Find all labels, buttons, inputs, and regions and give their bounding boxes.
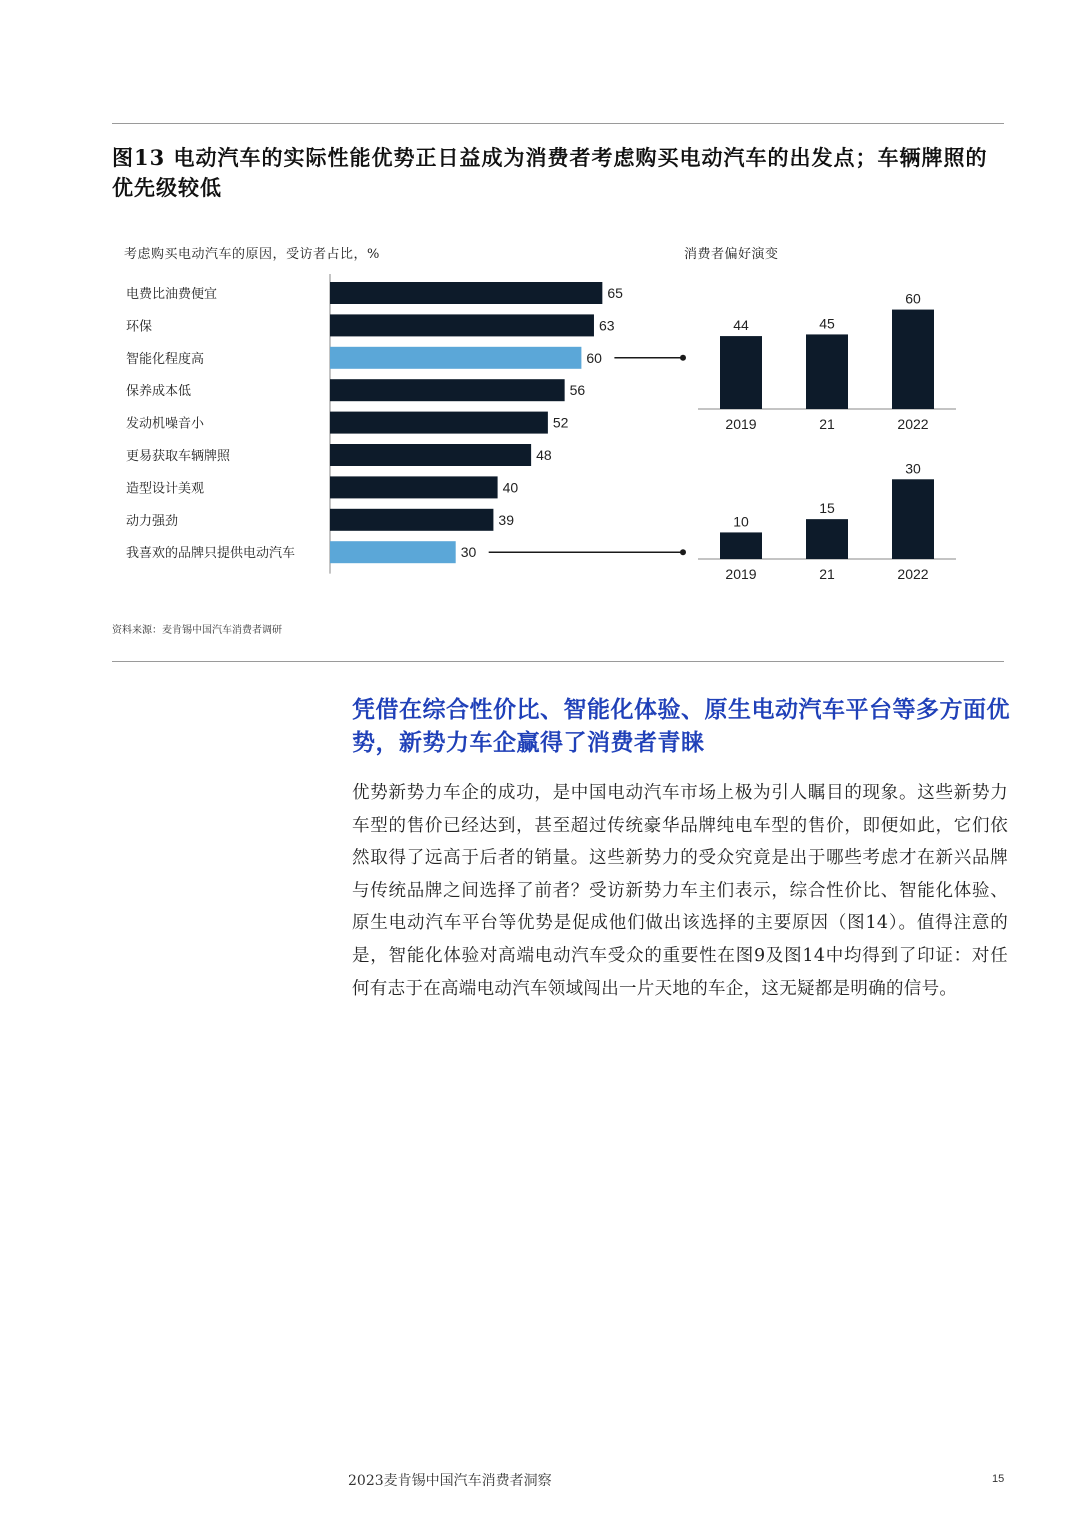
reason-bar: [330, 541, 456, 563]
reason-label: 更易获取车辆牌照: [126, 449, 231, 464]
reason-label: 发动机噪音小: [126, 416, 205, 432]
trend-value-label: 30: [905, 460, 921, 477]
reason-value-label: 63: [598, 317, 615, 334]
trend-value-label: 15: [819, 500, 835, 517]
preference-trend-chart-smart: [690, 280, 960, 430]
trend-tick-label: 21: [819, 416, 835, 432]
reason-value-label: 48: [536, 447, 552, 463]
reasons-bar-chart: [112, 270, 712, 590]
reason-value-label: 39: [498, 511, 514, 528]
body-paragraph: 优势新势力车企的成功，是中国电动汽车市场上极为引人瞩目的现象。这些新势力车型的售价已经达到，甚至超过传统豪华品牌纯电车型的售价，即便如此，它们依然取得了远高于后者的销量。这些新势力的受众究竟是出于哪些考虑才在新兴品牌与传统品牌之间选择了前者？受访新势力车主们表示，综合性价比、智能化体验、原生电动汽车平台等优势是促成他们做出该选择的主要原因（图14）。值得注意的是，智能化体验对高端电动汽车受众的重要性在图9及图14中均得到了印证：对任何有志于在高端电动汽车领域闯出一片天地的车企，这无疑都是明确的信号。: [352, 783, 1008, 999]
reason-bar: [330, 282, 602, 304]
reason-label: 智能化程度高: [126, 351, 205, 367]
trend-value-label: 60: [905, 290, 921, 307]
reason-bar: [330, 347, 581, 369]
reason-value-label: 60: [586, 349, 602, 366]
reason-label: 动力强劲: [126, 513, 179, 529]
section-heading: 凭借在综合性价比、智能化体验、原生电动汽车平台等多方面优势，新势力车企赢得了消费者青睐: [352, 696, 1010, 756]
trend-value-label: 44: [733, 317, 749, 334]
reason-value-label: 40: [502, 479, 519, 496]
reason-bar: [330, 379, 565, 401]
page-number: 15: [992, 1473, 1005, 1485]
trend-bar: [892, 479, 934, 559]
reason-value-label: 56: [569, 382, 586, 399]
reason-value-label: 65: [607, 285, 623, 301]
reason-label: 造型设计美观: [126, 481, 205, 497]
reason-label: 保养成本低: [126, 384, 192, 400]
reason-bar: [330, 412, 548, 434]
trend-bar: [806, 519, 848, 559]
trend-tick-label: 2019: [725, 416, 757, 432]
trend-bar: [892, 310, 934, 409]
reason-label: 我喜欢的品牌只提供电动汽车: [126, 546, 296, 562]
preference-trend-chart-brand: [690, 450, 960, 590]
trend-bar: [720, 532, 762, 559]
trend-tick-label: 2019: [725, 566, 757, 582]
top-rule: [112, 123, 1004, 124]
reason-value-label: 52: [552, 414, 569, 431]
right-chart-subtitle: 消费者偏好演变: [684, 247, 779, 262]
connector-dot: [680, 355, 686, 361]
trend-value-label: 45: [819, 315, 835, 332]
trend-tick-label: 2022: [897, 416, 929, 432]
reason-label: 环保: [126, 319, 153, 335]
reason-bar: [330, 314, 594, 336]
reason-value-label: 30: [460, 544, 477, 561]
connector-dot: [680, 549, 686, 555]
trend-tick-label: 21: [819, 566, 835, 582]
trend-bar: [720, 336, 762, 409]
source-note: 资料来源：麦肯锡中国汽车消费者调研: [112, 625, 282, 636]
figure-title: 图13 电动汽车的实际性能优势正日益成为消费者考虑购买电动汽车的出发点；车辆牌照的优先级较低: [112, 145, 988, 200]
trend-tick-label: 2022: [897, 566, 929, 582]
left-chart-subtitle: 考虑购买电动汽车的原因，受访者占比，%: [124, 247, 380, 262]
footer-report-title: 2023麦肯锡中国汽车消费者洞察: [348, 1473, 552, 1489]
reason-bar: [330, 509, 493, 531]
reason-bar: [330, 476, 498, 498]
reason-label: 电费比油费便宜: [126, 287, 218, 302]
section-rule: [112, 661, 1004, 662]
reason-bar: [330, 444, 531, 466]
trend-bar: [806, 334, 848, 409]
trend-value-label: 10: [733, 513, 749, 530]
